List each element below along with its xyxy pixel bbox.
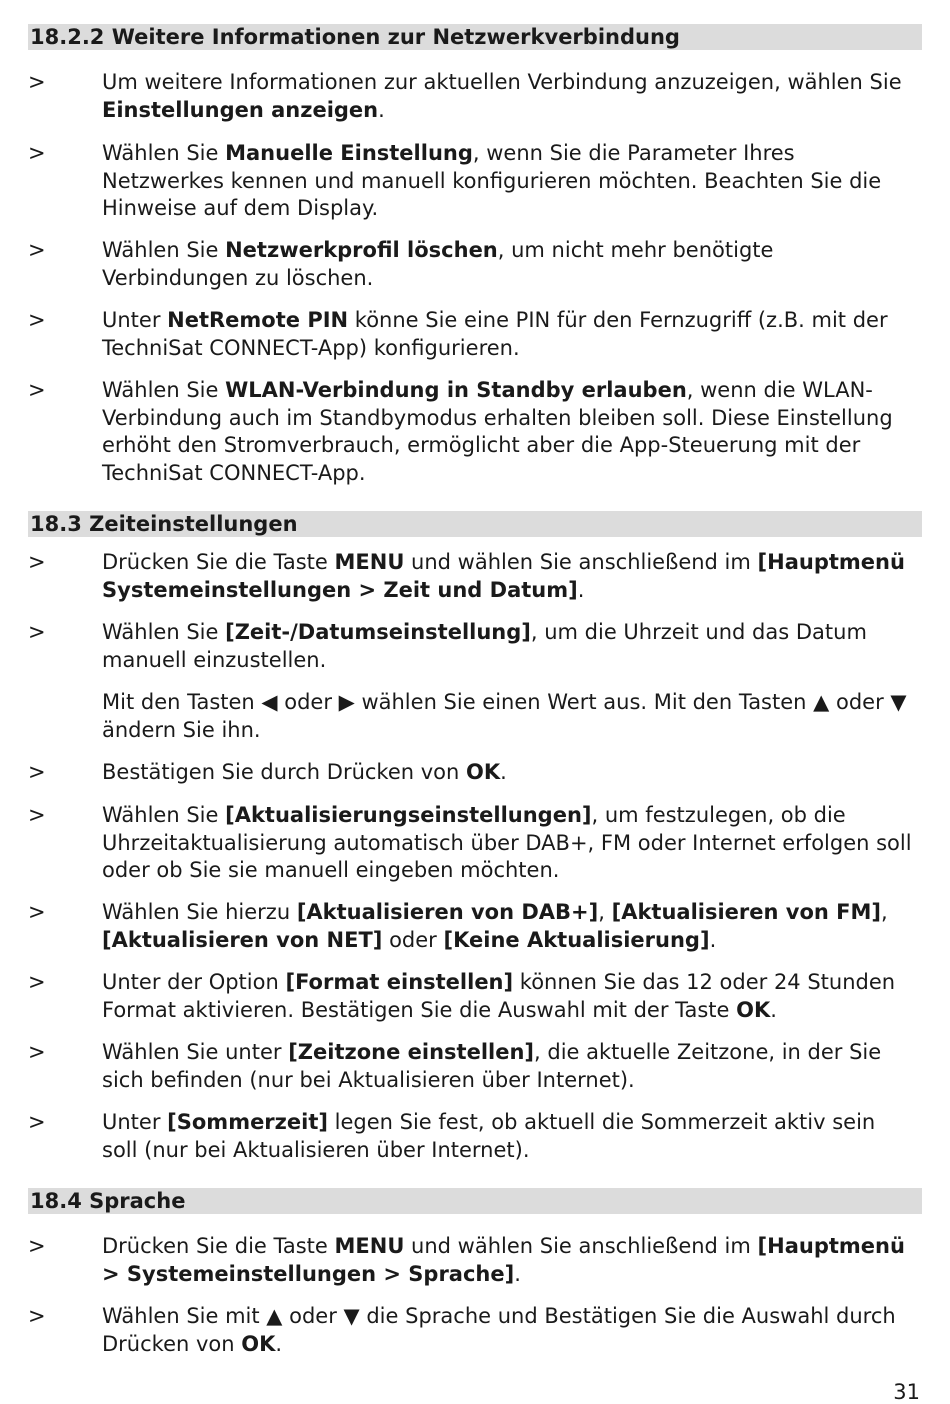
text-run: Mit den Tasten ◀ oder ▶ wählen Sie einen Wert aus. Mit den Tasten ▲ oder ▼ ändern Sie ihn. bbox=[102, 690, 907, 742]
text-run: legen Sie fest, ob aktuell die Sommerzeit aktiv sein soll (nur bei Aktualisieren über Internet). bbox=[102, 1110, 876, 1162]
bold-term: [Hauptmenü > Systemeinstellungen > Sprache] bbox=[102, 1234, 905, 1286]
text-run: , um die Uhrzeit und das Datum manuell einzustellen. bbox=[102, 620, 867, 672]
bold-term: [Sommerzeit] bbox=[167, 1110, 328, 1134]
bold-term: Manuelle Einstellung bbox=[225, 141, 473, 165]
list-marker: > bbox=[28, 1110, 46, 1134]
list-item-text bbox=[102, 619, 917, 674]
list-marker: > bbox=[28, 550, 46, 574]
bold-term: OK bbox=[466, 760, 501, 784]
text-run: , um festzulegen, ob die Uhrzeitaktualisierung automatisch über DAB+, FM oder Internet erfolgen soll oder ob Sie sie manuell eingeben möchten. bbox=[102, 803, 912, 882]
text-run: Wählen Sie bbox=[102, 378, 226, 402]
text-run: , die aktuelle Zeitzone, in der Sie sich befinden (nur bei Aktualisieren über Internet). bbox=[102, 1040, 882, 1092]
list-marker: > bbox=[28, 803, 46, 827]
list-marker: > bbox=[28, 70, 46, 94]
list-marker: > bbox=[28, 308, 46, 332]
list-marker: > bbox=[28, 760, 46, 784]
list-item-text bbox=[102, 969, 917, 1024]
list-marker: > bbox=[28, 970, 46, 994]
list-marker: > bbox=[28, 900, 46, 924]
text-run: . bbox=[378, 97, 385, 122]
bold-term: [Aktualisieren von NET] bbox=[102, 927, 383, 952]
bold-term: NetRemote PIN bbox=[167, 308, 349, 332]
text-run: , wenn Sie die Parameter Ihres Netzwerkes kennen und manuell konfigurieren möchten. Beachten Sie die Hinweise auf dem Display. bbox=[102, 141, 882, 220]
text-run: und wählen Sie anschließend im bbox=[404, 550, 758, 574]
page-number: 31 bbox=[893, 1380, 920, 1404]
text-run: können Sie das 12 oder 24 Stunden Format aktivieren. Bestätigen Sie die Auswahl mit der Taste bbox=[102, 970, 896, 1022]
list-marker: > bbox=[28, 620, 46, 644]
text-run: könne Sie eine PIN für den Fernzugriff (z.B. mit der TechniSat CONNECT-App) konfigurieren. bbox=[102, 308, 888, 360]
list-item-text bbox=[102, 689, 917, 744]
list-item-text bbox=[102, 237, 917, 292]
text-run: Wählen Sie unter bbox=[102, 1040, 289, 1064]
text-run: Bestätigen Sie durch Drücken von bbox=[102, 760, 467, 784]
list-item-text bbox=[102, 1039, 917, 1094]
text-run: Drücken Sie die Taste bbox=[102, 1234, 335, 1258]
text-run: Unter bbox=[102, 1110, 168, 1134]
list-item-text bbox=[102, 759, 917, 787]
list-item-text bbox=[102, 802, 917, 885]
list-item-text bbox=[102, 69, 917, 124]
bold-term: Einstellungen anzeigen bbox=[102, 97, 379, 122]
list-marker: > bbox=[28, 1234, 46, 1258]
text-run: , bbox=[881, 900, 888, 924]
bold-term: OK bbox=[241, 1331, 276, 1356]
list-marker: > bbox=[28, 1304, 46, 1328]
bold-term: [Format einstellen] bbox=[285, 970, 514, 994]
list-marker: > bbox=[28, 1040, 46, 1064]
list-marker: > bbox=[28, 238, 46, 262]
list-item-text bbox=[102, 140, 917, 223]
list-marker: > bbox=[28, 378, 46, 402]
text-run: Wählen Sie hierzu bbox=[102, 900, 297, 924]
section-heading-time-settings: 18.3 Zeiteinstellungen bbox=[28, 511, 922, 537]
bold-term: [Hauptmenü Systemeinstellungen > Zeit und Datum] bbox=[102, 550, 905, 602]
text-run: Unter bbox=[102, 308, 168, 332]
list-item-text bbox=[102, 1303, 917, 1358]
text-run: , um nicht mehr benötigte Verbindungen zu löschen. bbox=[102, 238, 774, 290]
list-item-text bbox=[102, 549, 917, 604]
section-heading-language: 18.4 Sprache bbox=[28, 1188, 922, 1214]
text-run: oder bbox=[382, 927, 444, 952]
bold-term: [Aktualisierungseinstellungen] bbox=[225, 803, 592, 827]
bold-term: Netzwerkprofil löschen bbox=[225, 238, 498, 262]
bold-term: MENU bbox=[334, 1234, 405, 1258]
text-run: Wählen Sie bbox=[102, 803, 226, 827]
text-run: . bbox=[709, 927, 717, 952]
text-run: . bbox=[500, 760, 507, 784]
text-run: , bbox=[598, 900, 612, 924]
bold-term: [Zeitzone einstellen] bbox=[288, 1040, 535, 1064]
bold-term: WLAN-Verbindung in Standby erlauben bbox=[225, 378, 687, 402]
text-run: Unter der Option bbox=[102, 970, 286, 994]
text-run: . bbox=[577, 577, 585, 602]
text-run: . bbox=[770, 997, 777, 1022]
text-run: und wählen Sie anschließend im bbox=[404, 1234, 758, 1258]
list-item-text bbox=[102, 1109, 917, 1164]
text-run: Wählen Sie bbox=[102, 620, 226, 644]
list-item-text bbox=[102, 377, 917, 487]
bold-term: [Aktualisieren von DAB+] bbox=[296, 900, 599, 924]
text-run: Um weitere Informationen zur aktuellen Verbindung anzuzeigen, wählen Sie bbox=[102, 70, 902, 94]
list-item-text bbox=[102, 307, 917, 362]
list-item-text bbox=[102, 899, 917, 954]
bold-term: [Zeit-/Datumseinstellung] bbox=[225, 620, 531, 644]
text-run: Wählen Sie bbox=[102, 141, 226, 165]
text-run: , wenn die WLAN-Verbindung auch im Standbymodus erhalten bleiben soll. Diese Einstellung erhöht den Stromverbrauch, ermöglicht aber die App-Steuerung mit der TechniSat CONNECT-App. bbox=[102, 378, 893, 485]
list-item-text bbox=[102, 1233, 917, 1288]
bold-term: [Aktualisieren von FM] bbox=[611, 900, 881, 924]
text-run: Wählen Sie mit ▲ oder ▼ die Sprache und Bestätigen Sie die Auswahl durch Drücken von bbox=[102, 1304, 896, 1356]
text-run: Wählen Sie bbox=[102, 238, 226, 262]
text-run: Drücken Sie die Taste bbox=[102, 550, 335, 574]
bold-term: OK bbox=[736, 997, 771, 1022]
list-marker: > bbox=[28, 141, 46, 165]
text-run: . bbox=[275, 1331, 283, 1356]
section-heading-network-info: 18.2.2 Weitere Informationen zur Netzwerkverbindung bbox=[28, 24, 922, 50]
bold-term: MENU bbox=[334, 550, 405, 574]
text-run: . bbox=[514, 1261, 521, 1286]
bold-term: [Keine Aktualisierung] bbox=[443, 927, 710, 952]
